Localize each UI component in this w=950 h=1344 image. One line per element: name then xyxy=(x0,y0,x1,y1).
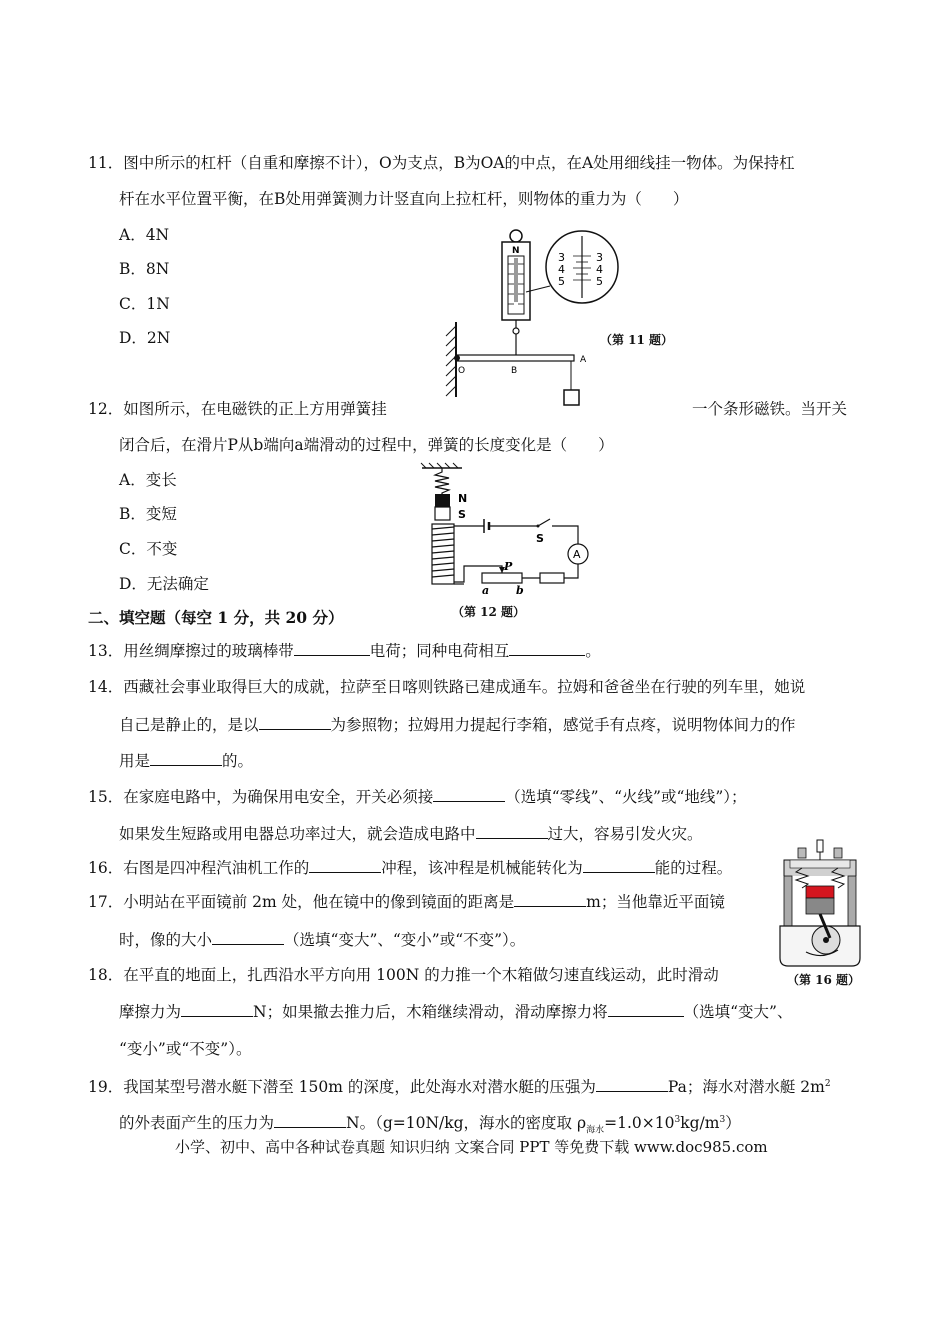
q11-scale-4-right: 4 xyxy=(596,263,603,276)
q12-option-a: A．变长 xyxy=(119,471,177,489)
q12-slider-p: P xyxy=(504,560,513,573)
q18-text-2a: 摩擦力为 xyxy=(119,1003,182,1021)
q19-number: 19． xyxy=(88,1078,124,1097)
q11-scale-5-right: 5 xyxy=(596,275,603,288)
q14-line3 xyxy=(119,750,253,772)
q11-number: 11． xyxy=(88,154,124,172)
q11-line2: 杆在水平位置平衡，在B处用弹簧测力计竖直向上拉杠杆，则物体的重力为（ ） xyxy=(119,190,689,208)
q11-caption: （第 11 题） xyxy=(600,333,674,347)
q15-line1 xyxy=(88,786,747,808)
q14-text-3b: 的。 xyxy=(222,752,254,770)
q11-option-b: B．8N xyxy=(119,260,170,278)
q19-sub-seawater: 海水 xyxy=(586,1125,605,1136)
q19-blank-2[interactable] xyxy=(274,1112,346,1128)
q12-option-b: B．变短 xyxy=(119,505,177,523)
q16-blank-1[interactable] xyxy=(309,857,381,873)
q11-scale-unit: N xyxy=(512,246,520,256)
q12-magnet-n: N xyxy=(458,492,468,505)
q19-blank-1[interactable] xyxy=(596,1076,668,1092)
q19-text-1b: Pa；海水对潜水艇 2m xyxy=(667,1078,825,1097)
q13-text-2: 电荷；同种电荷相互 xyxy=(369,642,510,660)
q11-option-c: C．1N xyxy=(119,295,170,313)
q11-option-d: D．2N xyxy=(119,329,171,347)
q11-label-o: O xyxy=(458,366,466,376)
q18-text-2b: N；如果撤去推力后，木箱继续滑动，滑动摩擦力将 xyxy=(253,1003,608,1021)
q17-blank-2[interactable] xyxy=(212,929,284,945)
q19-text-1a: 我国某型号潜水艇下潜至 150m 的深度，此处海水对潜水艇的压强为 xyxy=(123,1078,596,1097)
q17-blank-1[interactable] xyxy=(514,891,586,907)
q18-blank-1[interactable] xyxy=(181,1001,253,1017)
q11-scale-4-left: 4 xyxy=(558,263,565,276)
q12-ammeter-a: A xyxy=(573,548,581,561)
q12-option-c: C．不变 xyxy=(119,540,178,558)
q12-text-1b: 一个条形磁铁。当开关 xyxy=(692,400,848,418)
q18-text-1: 在平直的地面上，扎西沿水平方向用 100N 的力推一个木箱做匀速直线运动，此时滑动 xyxy=(123,966,719,984)
q12-option-d: D．无法确定 xyxy=(119,575,209,593)
q11-scale-3-right: 3 xyxy=(596,251,603,264)
q15-number: 15． xyxy=(88,788,124,806)
q11-scale-5-left: 5 xyxy=(558,275,565,288)
q12-number: 12． xyxy=(88,400,124,418)
q18-blank-2[interactable] xyxy=(608,1001,684,1017)
q15-blank-2[interactable] xyxy=(476,823,548,839)
q16-blank-2[interactable] xyxy=(583,857,655,873)
q16-line xyxy=(88,857,732,879)
q19-text-2b: N。（g=10N/kg，海水的密度取 ρ xyxy=(346,1114,587,1133)
q15-text-1b: （选填“零线”、“火线”或“地线”）； xyxy=(505,788,747,806)
q14-line1 xyxy=(88,676,805,698)
q12-end-a: a xyxy=(482,584,490,597)
q12-line2: 闭合后，在滑片P从b端向a端滑动的过程中，弹簧的长度变化是（ ） xyxy=(119,436,614,454)
q13-number: 13． xyxy=(88,642,124,660)
q14-blank-1[interactable] xyxy=(259,714,331,730)
q12-end-b: b xyxy=(516,584,524,597)
q19-text-2c: =1.0×10 xyxy=(604,1114,675,1133)
q19-text-2a: 的外表面产生的压力为 xyxy=(119,1114,275,1133)
q16-caption: （第 16 题） xyxy=(787,973,861,987)
q11-label-b: B xyxy=(511,366,518,376)
q16-text-3: 能的过程。 xyxy=(654,859,733,877)
q18-text-2c: （选填“变大”、 xyxy=(683,1003,793,1021)
q11-line1 xyxy=(88,152,795,174)
q15-text-1a: 在家庭电路中，为确保用电安全，开关必须接 xyxy=(123,788,434,806)
q18-line3: “变小”或“不变”）。 xyxy=(119,1040,252,1058)
q19-sup-exp: 3 xyxy=(674,1115,681,1125)
q16-text-1: 右图是四冲程汽油机工作的 xyxy=(123,859,310,877)
q19-text-2d: kg/m xyxy=(680,1114,720,1133)
q15-line2 xyxy=(119,823,703,845)
q14-text-2a: 自己是静止的，是以 xyxy=(119,716,259,734)
q12-caption: （第 12 题） xyxy=(452,605,526,619)
page-footer: 小学、初中、高中各种试卷真题 知识归纳 文案合同 PPT 等免费下载 www.doc985.com xyxy=(175,1138,768,1156)
q12-magnet-s: S xyxy=(458,508,466,521)
q13-line xyxy=(88,640,601,662)
q12-line1 xyxy=(88,398,387,420)
q14-blank-2[interactable] xyxy=(150,750,222,766)
q11-text-1: 图中所示的杠杆（自重和摩擦不计），O为支点，B为OA的中点，在A处用细线挂一物体。为保持杠 xyxy=(123,154,795,172)
q13-text-3: 。 xyxy=(585,642,601,660)
q17-number: 17． xyxy=(88,893,124,911)
q17-text-1a: 小明站在平面镜前 2m 处，他在镜中的像到镜面的距离是 xyxy=(123,893,515,911)
q19-line1 xyxy=(88,1073,831,1098)
q13-text-1: 用丝绸摩擦过的玻璃棒带 xyxy=(123,642,294,660)
q15-text-2b: 过大，容易引发火灾。 xyxy=(547,825,703,843)
q19-sup-cubic: 3 xyxy=(719,1115,726,1125)
section-2-heading: 二、填空题（每空 1 分，共 20 分） xyxy=(88,608,344,627)
q19-text-2e: ） xyxy=(725,1114,741,1133)
q15-text-2a: 如果发生短路或用电器总功率过大，就会造成电路中 xyxy=(119,825,476,843)
q12-switch-s: S xyxy=(536,532,544,545)
q14-text-2b: 为参照物；拉姆用力提起行李箱，感觉手有点疼，说明物体间力的作 xyxy=(330,716,796,734)
q16-engine-figure xyxy=(776,838,866,968)
q14-text-3a: 用是 xyxy=(119,752,151,770)
q11-label-a: A xyxy=(580,355,587,365)
q16-text-2: 冲程，该冲程是机械能转化为 xyxy=(381,859,583,877)
q16-number: 16． xyxy=(88,859,124,877)
q17-text-1b: m；当他靠近平面镜 xyxy=(586,893,725,911)
q18-line2 xyxy=(119,1001,792,1023)
q13-blank-1[interactable] xyxy=(294,640,370,656)
q17-line1 xyxy=(88,891,725,913)
q11-lever-figure xyxy=(430,222,680,412)
q14-line2 xyxy=(119,714,796,736)
q13-blank-2[interactable] xyxy=(509,640,585,656)
q18-line1 xyxy=(88,964,719,986)
q19-sup-area: 2 xyxy=(824,1079,831,1089)
q15-blank-1[interactable] xyxy=(433,786,505,802)
q17-line2 xyxy=(119,929,525,951)
q14-number: 14． xyxy=(88,678,124,696)
q12-text-1a: 如图所示，在电磁铁的正上方用弹簧挂 xyxy=(123,400,387,418)
q14-text-1: 西藏社会事业取得巨大的成就，拉萨至日喀则铁路已建成通车。拉姆和爸爸坐在行驶的列车里，她说 xyxy=(123,678,806,696)
q17-text-2a: 时，像的大小 xyxy=(119,931,213,949)
q11-scale-3-left: 3 xyxy=(558,251,565,264)
q12-circuit-figure xyxy=(418,462,598,602)
q11-option-a: A．4N xyxy=(119,226,170,244)
q18-number: 18． xyxy=(88,966,124,984)
q17-text-2b: （选填“变大”、“变小”或“不变”）。 xyxy=(284,931,526,949)
